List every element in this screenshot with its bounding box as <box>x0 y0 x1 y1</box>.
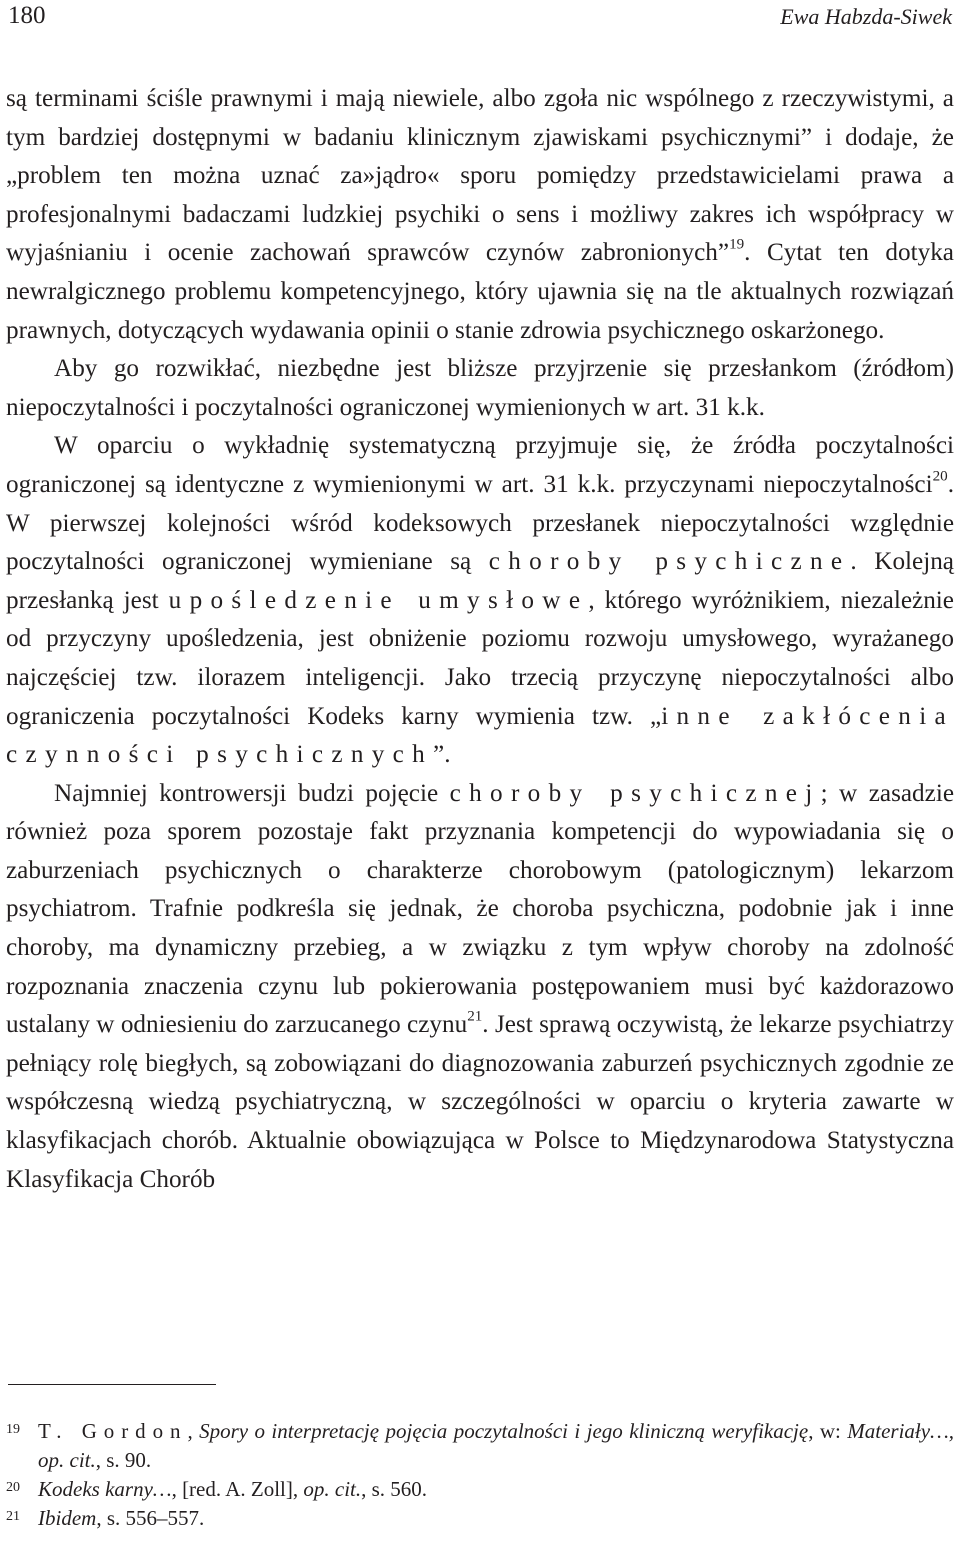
footnote-ref-19[interactable]: 19 <box>729 237 745 254</box>
paragraph-2: Aby go rozwikłać, niezbędne jest bliższe przyjrzenie się przesłankom (źródłom) niepoczytalności i poczytalności ograniczonej wymienionych w art. 31 k.k. <box>6 355 954 421</box>
footnote-source: Ibidem <box>38 1506 97 1530</box>
footnote-author: T. Gordon <box>38 1419 188 1443</box>
paragraph-1: są terminami ściśle prawnymi i mają niewiele, albo zgoła nic wspólnego z rzeczywistymi, a tym bardziej dostępnymi w badaniu klinicznym zjawiskami psychicznymi” i dodaje, że „problem ten można uznać za»jądro« sporu pomiędzy przedstawicielami prawa a profesjonalnymi badaczami ludzkiej psychiki o sens i możliwy zakres ich współpracy w wyjaśnianiu i ocenie zachowań sprawców czynów zabronionych”$^{19}$. Cytat ten dotyka newralgicznego problemu kompetencyjnego, który ujawnia się na tle aktualnych rozwiązań prawnych, dotyczących wydawania opinii o stanie zdrowia psychicznego oskarżonego. <box>6 85 954 344</box>
page-header <box>0 0 960 36</box>
footnote-opcit: op. cit. <box>303 1477 362 1501</box>
paragraph-4: Najmniej kontrowersji budzi pojęcie choroby psychicznej; w zasadzie również poza sporem pozostaje fakt przyznania kompetencji do wypowiadania się o zaburzeniach psychicznych o charakterze chorobowym (patologicznym) lekarzom psychiatrom. Trafnie podkreśla się jednak, że choroba psychiczna, podobnie jak i inne choroby, ma dynamiczny przebieg, a w związku z tym wpływ choroby na zdolność rozpoznania znaczenia czynu lub pokierowania postępowaniem musi być każdorazowo ustalany w odniesieniu do zarzucanego czynu$^{21}$. Jest sprawą oczywistą, że lekarze psychiatrzy pełniący rolę biegłych, są zobowiązani do diagnozowania zaburzeń psychicznych zgodnie ze współczesną wiedzą psychiatryczną, w szczególności w oparciu o kryteria zawarte w klasyfikacjach chorób. Aktualnie obowiązująca w Polsce to Międzynarodowa Statystyczna Klasyfikacja Chorób <box>6 779 954 1193</box>
footnote-ref-20[interactable]: 20 <box>932 468 948 485</box>
spaced-term: inne zakłócenia czynności psychicznych <box>6 702 955 769</box>
footnote-21: 21 Ibidem, s. 556–557. <box>6 1504 954 1533</box>
running-head: Ewa Habzda-Siwek <box>780 4 952 29</box>
footnote-source: Kodeks karny… <box>38 1477 172 1501</box>
spaced-term: choroby psychicznej <box>449 779 821 807</box>
footnote-19: 19 T. Gordon, Spory o interpretację pojęcia poczytalności i jego kliniczną weryfikację, w: Materiały…, op. cit., s. 90. <box>6 1417 954 1475</box>
spaced-term: choroby psychiczne <box>488 548 851 576</box>
footnote-divider <box>8 1384 216 1385</box>
footnote-ref-21[interactable]: 21 <box>467 1008 483 1025</box>
footnote-source: Materiały…, op. cit. <box>38 1419 954 1472</box>
footnote-number: 20 <box>6 1480 20 1495</box>
footnote-number: 21 <box>6 1509 20 1524</box>
footnote-title: Spory o interpretację pojęcia poczytalności i jego kliniczną weryfikację <box>199 1419 809 1443</box>
main-text <box>6 80 954 1199</box>
footnote-20: 20 Kodeks karny…, [red. A. Zoll], op. cit., s. 560. <box>6 1475 954 1504</box>
paragraph-3: W oparciu o wykładnię systematyczną przyjmuje się, że źródła poczytalności ograniczonej są identyczne z wymienionymi w art. 31 k.k. przyczynami niepoczytalności$^{20}$. W pierwszej kolejności wśród kodeksowych przesłanek niepoczytalności względnie poczytalności ograniczonej wymieniane są choroby psychiczne. Kolejną przesłanką jest upośledzenie umysłowe, którego wyróżnikiem, niezależnie od przyczyny upośledzenia, jest obniżenie poziomu rozwoju umysłowego, wyrażanego najczęściej tzw. ilorazem inteligencji. Jako trzecią przyczynę niepoczytalności albo ograniczenia poczytalności Kodeks karny wymienia tzw. „inne zakłócenia czynności psychicznych”. <box>6 432 955 769</box>
footnote-number: 19 <box>6 1422 20 1437</box>
footnotes <box>6 1417 954 1533</box>
page-number: 180 <box>8 2 46 29</box>
spaced-term: upośledzenie umysłowe <box>168 586 589 614</box>
